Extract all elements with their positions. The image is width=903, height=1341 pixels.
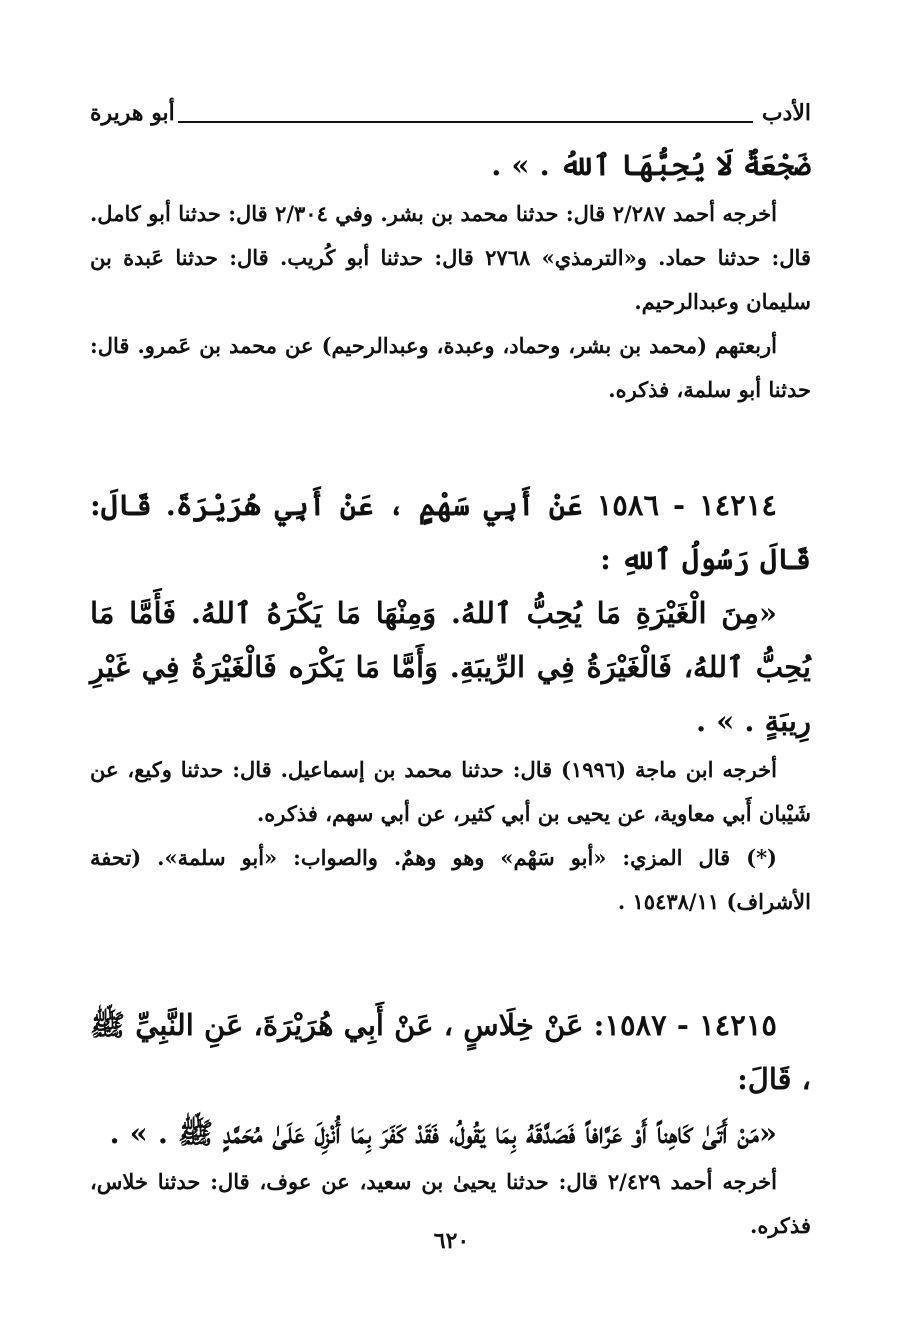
section-gap (90, 412, 811, 478)
takhrij-paragraph: أخرجه أحمد ٢/٢٨٧ قال: حدثنا محمد بن بشر. وفي ٢/٣٠٤ قال: حدثنا أبو كامل. قال: حدثنا حماد. و«الترمذي» ٢٧٦٨ قال: حدثنا أبو كُريب. قال: حدثنا عَبدة بن سليمان وعبدالرحيم. (90, 201, 811, 314)
footnote: (*) قال المزي: «أبو سَهْم» وهو وهمٌ. والصواب: «أبو سلمة». (تحفة الأشراف) ١٥٤٣٨/١١ . (90, 845, 811, 914)
section-gap (90, 924, 811, 998)
chapter-title: الأدب (761, 100, 811, 126)
header-rule (178, 121, 753, 123)
takhrij-paragraph: أربعتهم (محمد بن بشر، وحماد، وعبدة، وعبدالرحيم) عن محمد بن عَمرو. قال: حدثنا أبو سلمة، فذكره. (90, 333, 811, 402)
hadith-matn: «مَنْ أَتَىٰ كَاهِناً أَوْ عَرَّافاً فَصَدَّقَهُ بِمَا يَقُولُ، فَقَدْ كَفَرَ بِمَا أُنْزِلَ عَلَىٰ مُحَمَّدٍ ﷺ . » . (109, 1116, 777, 1150)
page-number: ٦٢٠ (433, 1228, 470, 1254)
hadith-isnad: ١٤٢١٤ - ١٥٨٦ عَنْ أَبِي سَهْمٍ ، عَنْ أَبِي هُرَيْرَةَ. قَالَ: قَالَ رَسُولُ ٱللهِ : (90, 488, 811, 576)
hadith-isnad: ١٤٢١٥ - ١٥٨٧: عَنْ خِلَاسٍ ، عَنْ أَبِي هُرَيْرَةَ، عَنِ النَّبِيِّ ﷺ ، قَالَ: (90, 1008, 811, 1096)
takhrij-paragraph: أخرجه أحمد ٢/٤٢٩ قال: حدثنا يحيىٰ بن سعيد، عن عوف، قال: حدثنا خلاس، فذكره. (90, 1169, 811, 1238)
hadith-matn: «مِنَ الْغَيْرَةِ مَا يُحِبُّ ٱللهُ. وَمِنْهَا مَا يَكْرَهُ ٱللهُ. فَأَمَّا مَا يُحِبُّ ٱللهُ، فَالْغَيْرَةُ فِي الرِّيبَةِ. وَأَمَّا مَا يَكْرَه فَالْغَيْرَةُ فِي غَيْرِ رِيبَةٍ . » . (90, 596, 811, 738)
takhrij-paragraph: أخرجه ابن ماجة (١٩٩٦) قال: حدثنا محمد بن إسماعيل. قال: حدثنا وكيع، عن شَيْبان أَبي معاوية، عن يحيى بن أبي كثير، عن أبي سهم، فذكره. (90, 757, 811, 826)
page-header (90, 100, 811, 136)
previous-hadith-end: ضَجْعَةٌ لَا يُحِبُّهَا ٱللهُ . » . (491, 148, 811, 182)
page-content (90, 138, 811, 1248)
narrator-title: أبو هريرة (90, 100, 175, 126)
